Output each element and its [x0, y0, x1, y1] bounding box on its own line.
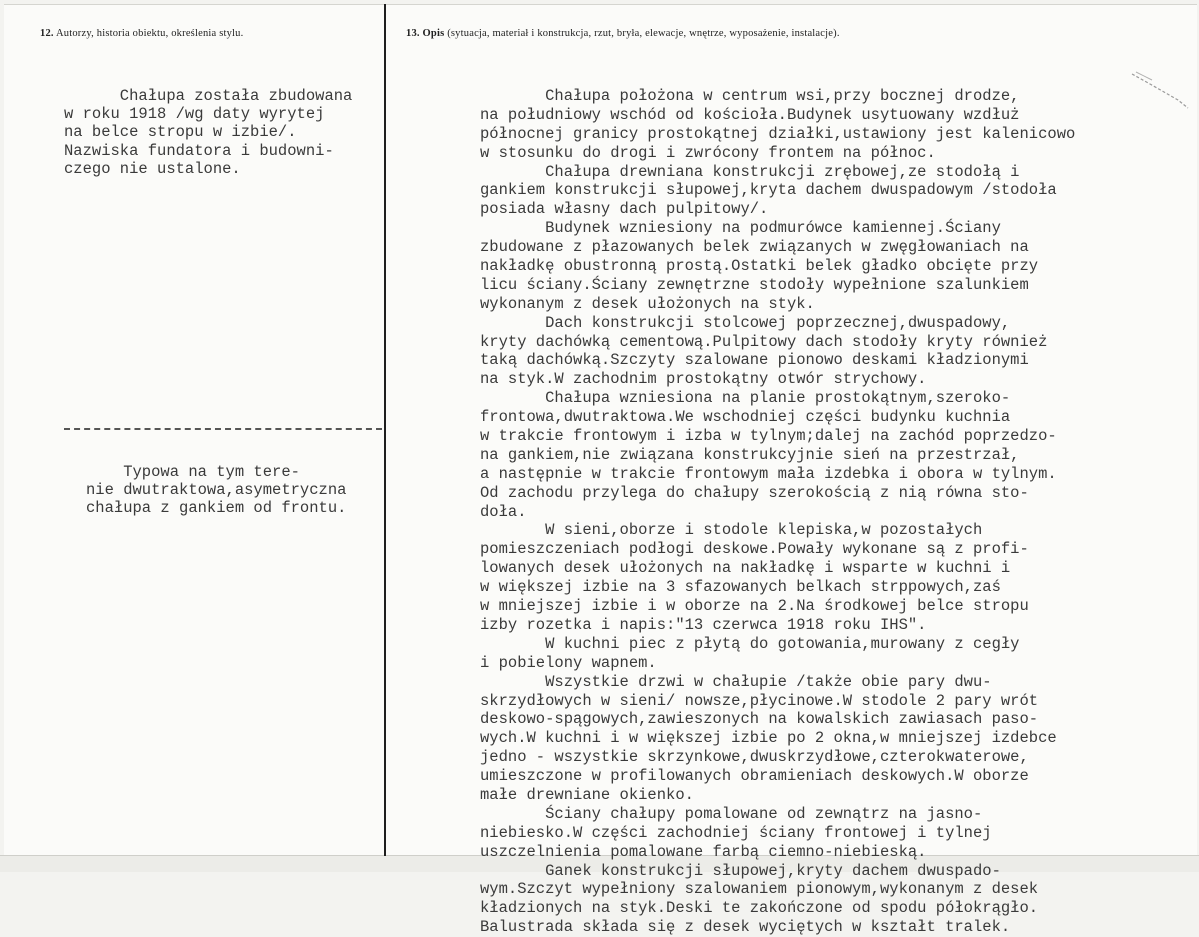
description-line: na gankiem,nie związana konstrukcyjnie sień na przestrzał,	[480, 445, 1020, 464]
description-line: Balustrada składa się z desek wyciętych w kształt tralek.	[480, 918, 1011, 937]
description-line: posiada własny dach pulpitowy/.	[480, 200, 769, 219]
description-line: na styk.W zachodnim prostokątny otwór strychowy.	[480, 370, 927, 389]
description-line: skrzydłowych w sieni/ nowsze,płycinowe.W stodole 2 pary wrót	[480, 691, 1039, 710]
description-line: zbudowane z płazowanych belek związanych w zwęgłowaniach na	[480, 238, 1029, 257]
pencil-mark	[1130, 70, 1190, 110]
description-line: Chałupa wzniesiona na planie prostokątnym,szeroko-	[480, 389, 1011, 408]
history-paragraph: Chałupa została zbudowana w roku 1918 /wg daty wyrytej na belce stropu w izbie/. Nazwiska fundatora i budowni- czego nie ustalone.	[64, 87, 353, 178]
description-line: w mniejszej izbie i w oborze na 2.Na środkowej belce stropu	[480, 597, 1029, 616]
description-line: a następnie w trakcie frontowym mała izdebka i obora w tylnym.	[480, 464, 1057, 483]
description-line: pomieszczeniach podłogi deskowe.Powały wykonane są z profi-	[480, 540, 1029, 559]
section-separator-line	[64, 428, 382, 430]
description-line: Ganek konstrukcji słupowej,kryty dachem dwuspado-	[480, 861, 1001, 880]
description-line: niebiesko.W części zachodniej ściany frontowej i tylnej	[480, 823, 992, 842]
description-line: jedno - wszystkie skrzynkowe,dwuskrzydłowe,czterokwaterowe,	[480, 748, 1029, 767]
description-line: kryty dachówką cementową.Pulpitowy dach stodoły kryty również	[480, 332, 1048, 351]
description-line: W kuchni piec z płytą do gotowania,murowany z cegły	[480, 634, 1020, 653]
description-line: Od zachodu przylega do chałupy szerokością z nią równa sto-	[480, 483, 1029, 502]
description-line: licu ściany.Ściany zewnętrzne stodoły wypełnione szalunkiem	[480, 275, 1029, 294]
description-line: małe drewniane okienko.	[480, 785, 694, 804]
section-12-header	[40, 28, 243, 39]
description-line: Chałupa położona w centrum wsi,przy bocznej drodze,	[480, 87, 1020, 105]
description-line: Wszystkie drzwi w chałupie /także obie pary dwu-	[480, 672, 992, 691]
description-line: gankiem konstrukcji słupowej,kryta dachem dwuspadowym /stodoła	[480, 181, 1057, 200]
description-line: W sieni,oborze i stodole klepiska,w pozostałych	[480, 521, 983, 540]
description-line: Dach konstrukcji stolcowej poprzecznej,dwuspadowy,	[480, 313, 1011, 332]
description-line: wym.Szczyt wypełniony szalowaniem pionowym,wykonanym z desek	[480, 880, 1039, 899]
description-line: taką dachówką.Szczyty szalowane pionowo deskami kładzionymi	[480, 351, 1029, 370]
description-line: kładzionych na styk.Deski te zakończone od spodu półokrągło.	[480, 899, 1039, 918]
description-line: deskowo-spągowych,zawieszonych na kowalskich zawiasach paso-	[480, 710, 1039, 729]
description-line: na południowy wschód od kościoła.Budynek usytuowany wzdłuż	[480, 105, 1020, 124]
description-line: lowanych desek ułożonych na nakładkę i wsparte w kuchni i	[480, 559, 1011, 578]
section-12-number: 12.	[40, 28, 54, 39]
section-13-header	[406, 28, 840, 39]
description-line: w trakcie frontowym i izba w tylnym;dalej na zachód poprzedzo-	[480, 427, 1057, 446]
description-line: Budynek wzniesiony na podmurówce kamiennej.Ściany	[480, 219, 1001, 238]
description-line: wykonanym z desek ułożonych na styk.	[480, 294, 815, 313]
description-line: Ściany chałupy pomalowane od zewnątrz na jasno-	[480, 804, 983, 823]
description-line: umieszczone w profilowanych obramieniach deskowych.W oborze	[480, 767, 1029, 786]
section-12-title: Autorzy, historia obiektu, określenia stylu.	[55, 28, 244, 39]
description-line: północnej granicy prostokątnej działki,ustawiony jest kalenicowo	[480, 124, 1076, 143]
description-line: Chałupa drewniana konstrukcji zrębowej,ze stodołą i	[480, 162, 1020, 181]
section-13-title: (sytuacja, materiał i konstrukcja, rzut, bryła, elewacje, wnętrze, wyposażenie, instalacje).	[447, 28, 840, 39]
description-line: uszczelnienia pomalowane farbą ciemno-niebieską.	[480, 842, 927, 861]
description-line: w stosunku do drogi i zwrócony frontem na północ.	[480, 143, 936, 162]
section-13-number: 13. Opis	[406, 28, 445, 39]
description-text	[480, 87, 1075, 937]
description-line: w większej izbie na 3 sfazowanych belkach strppowych,zaś	[480, 578, 1001, 597]
description-line: doła.	[480, 502, 527, 521]
style-paragraph: Typowa na tym tere- nie dwutraktowa,asymetryczna chałupa z gankiem od frontu.	[86, 463, 347, 518]
column-divider	[384, 4, 386, 856]
description-line: nakładkę obustronną prostą.Ostatki belek gładko obcięte przy	[480, 257, 1039, 276]
description-line: izby rozetka i napis:"13 czerwca 1918 roku IHS".	[480, 615, 927, 634]
description-line: frontowa,dwutraktowa.We wschodniej części budynku kuchnia	[480, 408, 1011, 427]
description-line: wych.W kuchni i w większej izbie po 2 okna,w mniejszej izdebce	[480, 729, 1057, 748]
description-line: i pobielony wapnem.	[480, 653, 657, 672]
